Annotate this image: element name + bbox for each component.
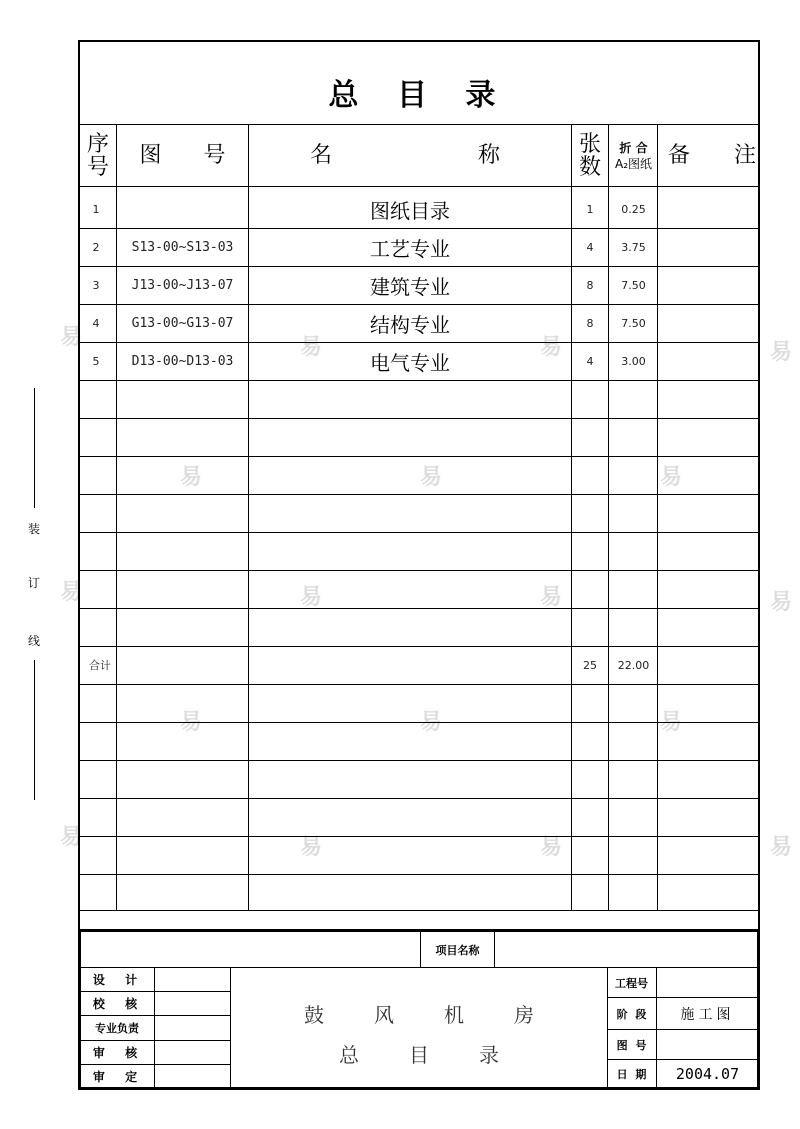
row-1-sheets: 1 <box>586 202 594 216</box>
header-a2-line2: A₂图纸 <box>614 157 653 171</box>
project-name-label: 项目名称 <box>435 944 480 957</box>
row-3-name: 建筑专业 <box>370 274 450 299</box>
header-sheets-char-1: 张 <box>578 131 601 157</box>
row-1-drawing-no <box>117 190 248 228</box>
watermark-glyph: 易 <box>420 710 443 735</box>
row-4-seq: 4 <box>92 316 100 330</box>
row-5-a2: 3.00 <box>621 354 646 368</box>
watermark-glyph: 易 <box>770 340 793 365</box>
row-4-name: 结构专业 <box>370 312 450 337</box>
header-remarks-right: 注 <box>734 143 757 169</box>
watermark-glyph: 易 <box>540 585 563 610</box>
header-remarks-left: 备 <box>668 143 691 169</box>
row-3-sheets: 8 <box>586 278 594 292</box>
row-5-drawing-no: D13-00~D13-03 <box>131 353 234 369</box>
header-seq-char-1: 序 <box>86 131 109 157</box>
row-3-a2: 7.50 <box>621 278 646 292</box>
field-date-label: 日 期 <box>616 1068 647 1081</box>
project-title-line2: 总目录 <box>339 1042 549 1067</box>
watermark-glyph: 易 <box>540 335 563 360</box>
field-stage-label: 阶 段 <box>616 1007 647 1021</box>
row-2-a2: 3.75 <box>621 240 646 254</box>
row-1-name: 图纸目录 <box>370 198 450 223</box>
row-5-seq: 5 <box>92 354 100 368</box>
row-2-sheets: 4 <box>586 240 594 254</box>
table-row-rule <box>80 910 758 911</box>
watermark-glyph: 易 <box>770 835 793 860</box>
row-3-drawing-no: J13-00~J13-07 <box>131 277 234 293</box>
row-4-sheets: 8 <box>586 316 594 330</box>
binding-char-3: 线 <box>27 633 40 648</box>
role-reviewer: 审 核 <box>92 1046 142 1060</box>
header-sheets-char-2: 数 <box>578 155 601 180</box>
header-drawing-no: 图 号 <box>139 143 226 169</box>
watermark-glyph: 易 <box>60 325 83 350</box>
role-designer: 设 计 <box>92 973 142 987</box>
watermark-glyph: 易 <box>60 825 83 850</box>
header-name-left: 名 <box>310 143 333 169</box>
watermark-glyph: 易 <box>540 835 563 860</box>
watermark-glyph: 易 <box>180 465 203 490</box>
row-5-name: 电气专业 <box>370 350 450 375</box>
watermark-glyph: 易 <box>300 835 323 860</box>
row-1-a2: 0.25 <box>621 202 646 216</box>
project-title-line1: 鼓风机房 <box>304 1002 584 1027</box>
header-a2-line1: 折 合 <box>619 140 648 155</box>
role-approver: 审 定 <box>92 1070 142 1084</box>
watermark-glyph: 易 <box>300 585 323 610</box>
binding-char-2: 订 <box>27 575 40 590</box>
row-2-drawing-no: S13-00~S13-03 <box>131 239 234 255</box>
watermark-glyph: 易 <box>660 465 683 490</box>
row-2-seq: 2 <box>92 240 100 254</box>
field-stage-value: 施工图 <box>680 1006 735 1023</box>
watermark-glyph: 易 <box>660 710 683 735</box>
row-5-sheets: 4 <box>586 354 594 368</box>
row-4-drawing-no: G13-00~G13-07 <box>131 315 234 331</box>
page-title: 总 目 录 <box>328 78 510 113</box>
watermark-glyph: 易 <box>180 710 203 735</box>
watermark-glyph: 易 <box>770 590 793 615</box>
tb-rule-project-label-right <box>494 931 495 967</box>
field-project-no-value <box>657 968 758 997</box>
watermark-glyph: 易 <box>300 335 323 360</box>
total-label: 合计 <box>89 659 111 672</box>
watermark-glyph: 易 <box>420 465 443 490</box>
role-checker: 校 核 <box>92 997 142 1011</box>
header-seq-char-2: 号 <box>86 155 109 180</box>
row-2-name: 工艺专业 <box>370 236 450 261</box>
header-a2 <box>609 126 658 186</box>
tb-rule-roles-right <box>154 967 155 1088</box>
total-sheets: 25 <box>583 658 597 672</box>
field-drawing-no-label: 图 号 <box>616 1038 647 1052</box>
field-project-no-label: 工程号 <box>615 976 648 990</box>
binding-line-upper <box>34 388 35 508</box>
total-a2: 22.00 <box>617 658 650 672</box>
binding-char-1: 装 <box>27 521 40 536</box>
row-3-seq: 3 <box>92 278 100 292</box>
header-name-right: 称 <box>478 143 501 169</box>
row-1-seq: 1 <box>92 202 100 216</box>
header-sheets <box>572 126 608 186</box>
watermark-glyph: 易 <box>60 580 83 605</box>
binding-line-lower <box>34 660 35 800</box>
header-seq <box>80 126 116 186</box>
row-4-a2: 7.50 <box>621 316 646 330</box>
field-drawing-no-value <box>657 1030 758 1059</box>
field-date-value: 2004.07 <box>675 1065 740 1083</box>
role-discipline-lead: 专业负责 <box>95 1022 139 1035</box>
